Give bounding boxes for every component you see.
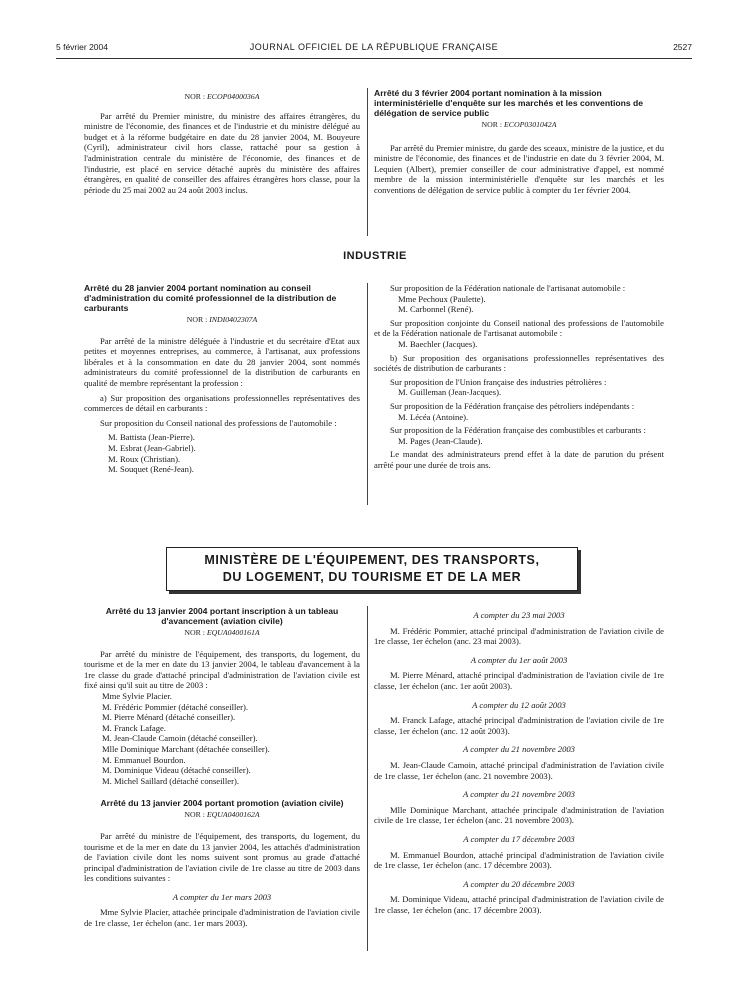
name-entry: M. Frédéric Pommier (détaché conseiller). bbox=[102, 701, 249, 712]
nor-reference: NOR : EQUA0400162A bbox=[184, 810, 260, 820]
decree-paragraph: Sur proposition de la Fédération française des combustibles et carburants : bbox=[390, 425, 646, 436]
name-entry: M. Guilleman (Jean-Jacques). bbox=[398, 387, 502, 398]
name-entry: M. Pierre Ménard (détaché conseiller). bbox=[102, 712, 236, 723]
decree-title: Arrêté du 13 janvier 2004 portant inscription à un tableau d'avancement (aviation civile) bbox=[105, 606, 339, 626]
effective-date-heading: A compter du 21 novembre 2003 bbox=[463, 744, 575, 755]
effective-date-heading: A compter du 20 décembre 2003 bbox=[463, 878, 575, 889]
industrie-left-column bbox=[84, 283, 360, 475]
journal-title: JOURNAL OFFICIEL DE LA RÉPUBLIQUE FRANÇAISE bbox=[249, 42, 499, 52]
nor-reference: NOR : ECOP0301042A bbox=[481, 120, 557, 129]
decree-paragraph: Par arrêté du ministre de l'équipement, des transports, du logement, du tourisme et de la mer en date du 13 janvier 2004, le tableau d'avancement à la 1re classe du grade d'attaché principal d'administration de l'aviation civile est fixé ainsi qu'il suit au titre de 2003 : bbox=[84, 648, 360, 691]
decree-paragraph: Sur proposition du Conseil national des professions de l'automobile : bbox=[100, 417, 337, 428]
name-entry: M. Lécéa (Antoine). bbox=[398, 411, 469, 422]
ministry-line: DU LOGEMENT, DU TOURISME ET DE LA MER bbox=[222, 570, 522, 584]
decree-paragraph: a) Sur proposition des organisations professionnelles représentatives des commerces de détail en carburants : bbox=[84, 392, 360, 414]
name-entry: M. Franck Lafage. bbox=[102, 722, 166, 733]
name-entry: M. Michel Saillard (détaché conseiller). bbox=[102, 775, 239, 786]
name-entry: Mme Sylvie Placier. bbox=[102, 690, 172, 701]
decree-title: Arrêté du 28 janvier 2004 portant nomination au conseil d'administration du comité professionnel de la distribution de carburants bbox=[84, 283, 337, 313]
page-number: 2527 bbox=[673, 42, 692, 52]
nor-reference: NOR : EQUA0400161A bbox=[184, 628, 260, 637]
promotion-entry: M. Dominique Videau, attaché principal d'administration de l'aviation civile de 1re classe, 1er échelon (anc. 17 décembre 2003). bbox=[374, 894, 664, 915]
effective-date-heading: A compter du 1er août 2003 bbox=[470, 654, 568, 665]
promotion-entry: M. Emmanuel Bourdon, attaché principal d'administration de l'aviation civile de 1re classe, 1er échelon (anc. 17 décembre 2003). bbox=[374, 849, 664, 871]
header-rule bbox=[56, 58, 692, 59]
decree-paragraph: Sur proposition de l'Union française des industries pétrolières : bbox=[390, 376, 607, 387]
decree-paragraph: Par arrêté du ministre de l'équipement, des transports, du logement, du tourisme et de la mer en date du 13 janvier 2004, les attachés d'administration de l'aviation civile dont les noms suivent sont promus au grade d'attaché principal d'administration de l'aviation civile de 1re classe au titre de 2003 dans les conditions suivantes : bbox=[84, 830, 360, 884]
name-entry: M. Souquet (René-Jean). bbox=[108, 464, 194, 475]
decree-paragraph: Sur proposition de la Fédération nationale de l'artisanat automobile : bbox=[390, 283, 626, 293]
column-divider bbox=[367, 283, 368, 505]
name-entry: M. Emmanuel Bourdon. bbox=[102, 754, 186, 765]
name-entry: M. Esbrat (Jean-Gabriel). bbox=[108, 442, 196, 453]
promotion-entry: Mme Sylvie Placier, attachée principale d'administration de l'aviation civile de 1re classe, 1er échelon (anc. 1er mars 2003). bbox=[84, 907, 360, 929]
decree-paragraph: Par arrêté du Premier ministre, du garde des sceaux, ministre de la justice, et du ministre de l'économie, des finances et de l'industrie en date du 3 février 2004, M. Lequien (Albert), premier conseiller de cour administrative d'appel, est nommé membre de la mission interministérielle d'enquête sur les marchés et les conventions de délégation de service public à compter du 1er février 2004. bbox=[374, 142, 664, 195]
running-header bbox=[56, 42, 692, 56]
name-entry: M. Roux (Christian). bbox=[108, 453, 181, 464]
top-right-column bbox=[374, 88, 664, 196]
decree-paragraph: Par arrêté du Premier ministre, du ministre des affaires étrangères, du ministre de l'économie, des finances et de l'industrie et du ministre délégué au budget et à la réforme budgétaire en date du 28 janvier 2004, M. Bouyeure (Cyril), administrateur civil hors classe, rattaché pour sa gestion à l'administration centrale du ministère de l'économie, des finances et de l'industrie, est placé en service détaché auprès du ministère des affaires étrangères, en qualité de conseiller des affaires étrangères hors classe, pour la période du 25 mai 2002 au 24 août 2003 inclus. bbox=[84, 110, 360, 195]
name-entry: M. Battista (Jean-Pierre). bbox=[108, 432, 195, 443]
promotion-entry: M. Frédéric Pommier, attaché principal d'administration de l'aviation civile de 1re classe, 1er échelon (anc. 23 mai 2003). bbox=[374, 625, 664, 647]
top-left-column bbox=[84, 90, 360, 195]
promotion-entry: M. Jean-Claude Camoin, attaché principal d'administration de l'aviation civile de 1re classe, 1er échelon (anc. 21 novembre 2003). bbox=[374, 759, 664, 781]
decree-title: Arrêté du 13 janvier 2004 portant promotion (aviation civile) bbox=[100, 798, 344, 809]
decree-paragraph: Sur proposition conjointe du Conseil national des professions de l'automobile et de la Fédération nationale de l'artisanat automobile : bbox=[374, 317, 664, 339]
name-entry: M. Carbonnel (René). bbox=[398, 304, 474, 315]
name-entry: M. Pages (Jean-Claude). bbox=[398, 435, 483, 446]
name-entry: M. Baechler (Jacques). bbox=[398, 338, 478, 349]
decree-paragraph: b) Sur proposition des organisations professionnelles représentatives des sociétés de distribution de carburants : bbox=[374, 352, 664, 374]
nor-reference: NOR : INDI0402307A bbox=[186, 315, 258, 324]
decree-title: Arrêté du 3 février 2004 portant nomination à la mission interministérielle d'enquête sur les marchés et les conventions de délégation de service public bbox=[374, 88, 644, 118]
name-entry: M. Jean-Claude Camoin (détaché conseiller). bbox=[102, 733, 258, 744]
ministry-heading-box bbox=[166, 547, 578, 591]
column-divider bbox=[367, 606, 368, 951]
name-list bbox=[84, 432, 360, 474]
equipement-left-column bbox=[84, 606, 360, 929]
effective-date-heading: A compter du 17 décembre 2003 bbox=[463, 833, 575, 844]
effective-date-heading: A compter du 23 mai 2003 bbox=[473, 610, 565, 620]
header-date: 5 février 2004 bbox=[56, 42, 108, 52]
decree-paragraph: Par arrêté de la ministre déléguée à l'industrie et du secrétaire d'Etat aux petites et moyennes entreprises, au commerce, à l'artisanat, aux professions libérales et à la consommation en date du 28 janvier 2004, sont nommés administrateurs du comité professionnel de la distribution de carburants en qualité de membre représentant la profession : bbox=[84, 335, 360, 388]
name-entry: Mlle Dominique Marchant (détachée conseiller). bbox=[102, 743, 270, 754]
name-entry: M. Dominique Videau (détaché conseiller). bbox=[102, 765, 251, 776]
name-entry: Mme Pechoux (Paulette). bbox=[398, 293, 486, 304]
promotion-entry: Mlle Dominique Marchant, attachée principale d'administration de l'aviation civile de 1re classe, 1er échelon (anc. 21 novembre 2003). bbox=[374, 804, 664, 826]
decree-paragraph: Sur proposition de la Fédération française des pétroliers indépendants : bbox=[390, 400, 635, 411]
nor-reference: NOR : ECOP0400036A bbox=[184, 92, 260, 101]
effective-date-heading: A compter du 12 août 2003 bbox=[472, 699, 566, 710]
column-divider bbox=[367, 88, 368, 236]
section-heading-industrie: INDUSTRIE bbox=[343, 250, 407, 262]
promotion-entry: M. Pierre Ménard, attaché principal d'administration de l'aviation civile de 1re classe, 1er échelon (anc. 1er août 2003). bbox=[374, 670, 664, 691]
name-list bbox=[84, 691, 360, 786]
decree-paragraph: Le mandat des administrateurs prend effet à la date de parution du présent arrêté pour une durée de trois ans. bbox=[374, 449, 664, 470]
ministry-line: MINISTÈRE DE L'ÉQUIPEMENT, DES TRANSPORTS, bbox=[204, 553, 540, 567]
promotion-entry: M. Franck Lafage, attaché principal d'administration de l'aviation civile de 1re classe, 1er échelon (anc. 12 août 2003). bbox=[374, 715, 664, 736]
industrie-right-column bbox=[374, 283, 664, 471]
effective-date-heading: A compter du 1er mars 2003 bbox=[172, 891, 272, 902]
effective-date-heading: A compter du 21 novembre 2003 bbox=[463, 789, 575, 800]
equipement-right-column bbox=[374, 606, 664, 915]
